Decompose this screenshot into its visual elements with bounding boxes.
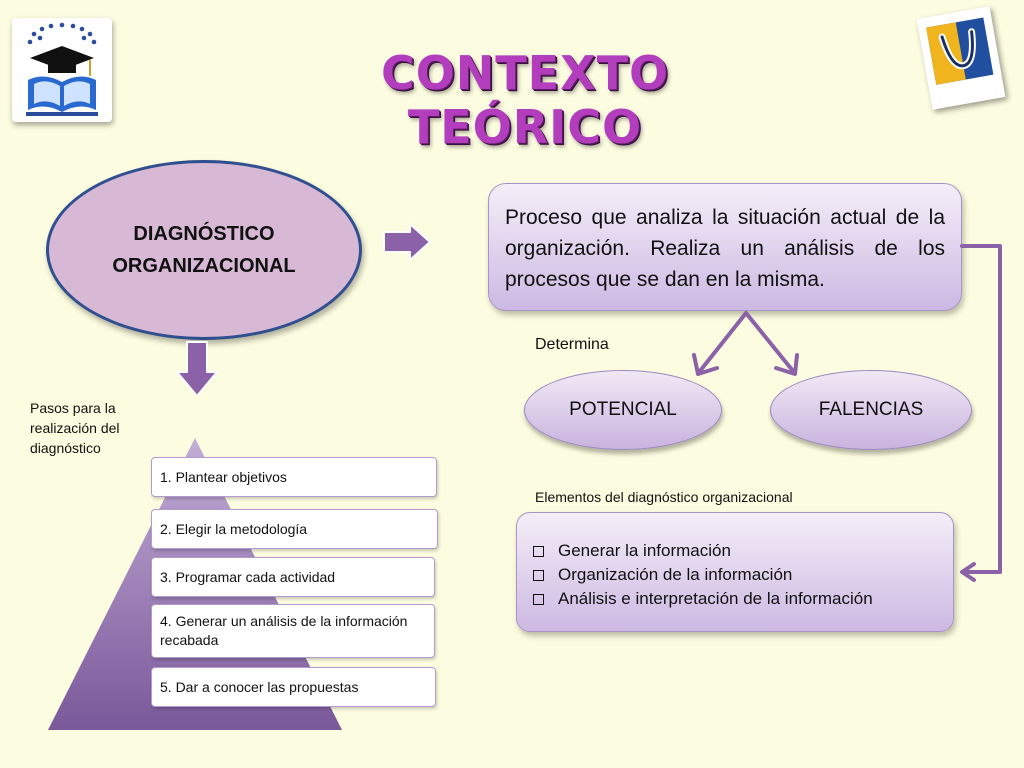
element-text: Organización de la información [558, 565, 793, 584]
step-4: 4. Generar un análisis de la información recabada [151, 604, 435, 658]
element-text: Análisis e interpretación de la información [558, 589, 873, 608]
step-2: 2. Elegir la metodología [151, 509, 438, 549]
element-text: Generar la información [558, 541, 731, 560]
step-1: 1. Plantear objetivos [151, 457, 437, 497]
elementos-label: Elementos del diagnóstico organizacional [535, 489, 793, 505]
potencial-node: POTENCIAL [524, 370, 722, 450]
determina-label: Determina [535, 336, 609, 353]
main-node-line2: ORGANIZACIONAL [112, 255, 296, 277]
step-3: 3. Programar cada actividad [151, 557, 435, 597]
process-description-box: Proceso que analiza la situación actual de la organización. Realiza un análisis de los procesos que se dan en la misma. [488, 183, 962, 311]
main-node-line1: DIAGNÓSTICO [133, 223, 275, 245]
pasos-label: Pasos para la realización del diagnóstico [30, 400, 120, 456]
step-5: 5. Dar a conocer las propuestas [151, 667, 436, 707]
falencias-node: FALENCIAS [770, 370, 972, 450]
page-title: CONTEXTO TEÓRICO [380, 46, 670, 154]
